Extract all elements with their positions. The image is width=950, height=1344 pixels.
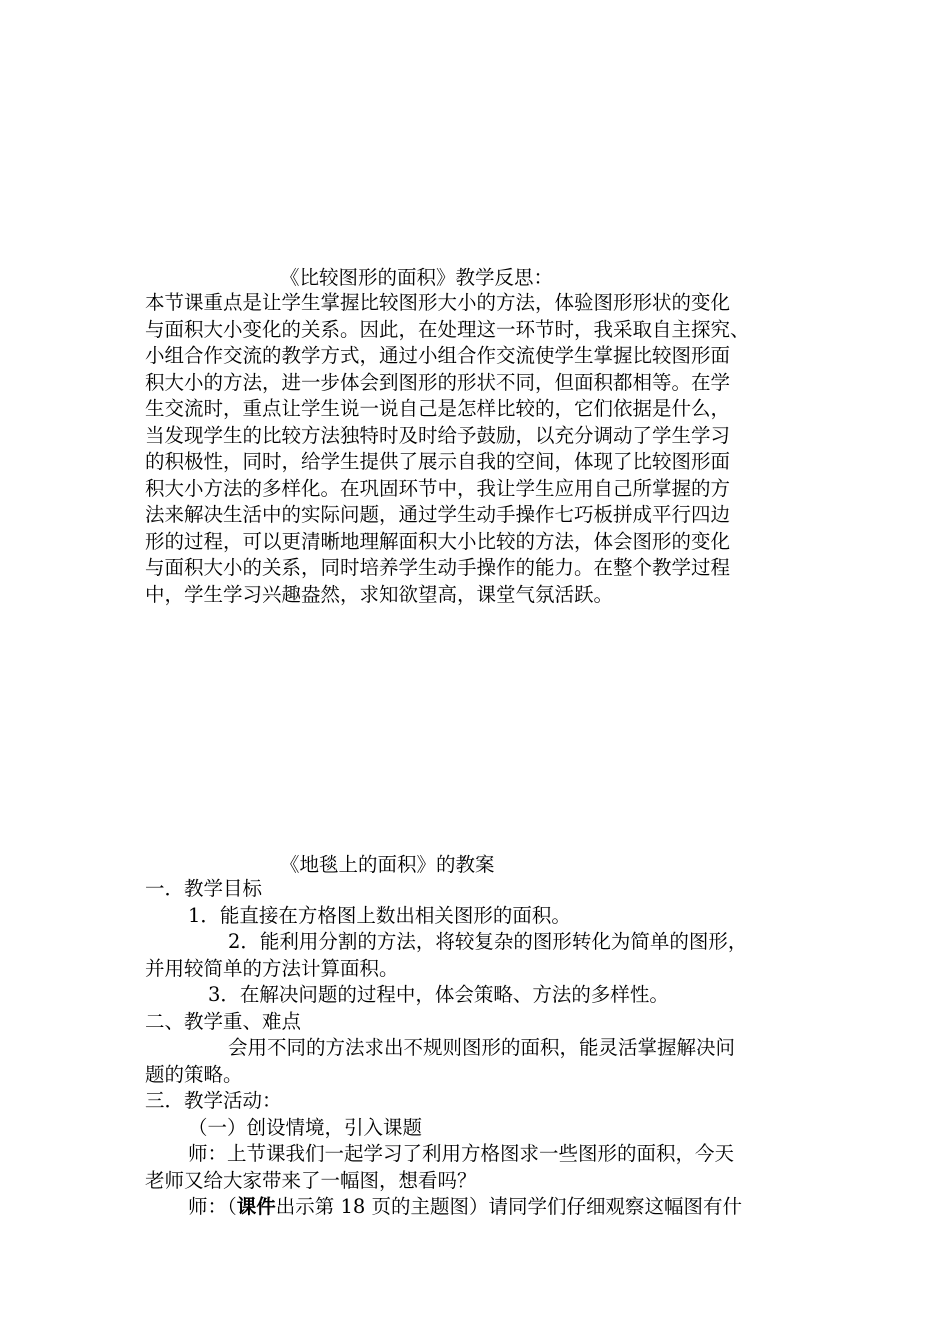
lesson-plan-body [145,876,810,1221]
teacher-speech-2 [145,1194,810,1221]
courseware-label: 课件 [236,1195,276,1218]
section-heading-keypoints: 二、教学重、难点 [145,1009,302,1033]
section-heading-activities: 三．教学活动： [145,1089,282,1112]
keypoint-line-2: 题的策略。 [145,1062,243,1086]
lesson-plan-title: 《地毯上的面积》的教案 [280,853,495,876]
reflection-line: 小组合作交流的教学方式，通过小组合作交流使学生掌握比较图形面 [145,344,731,367]
reflection-line: 与面积大小变化的关系。因此，在处理这一环节时，我采取自主探究、 [145,317,750,341]
reflection-line: 当发现学生的比较方法独特时及时给予鼓励，以充分调动了学生学习 [145,423,731,447]
reflection-line: 形的过程，可以更清晰地理解面积大小比较的方法，体会图形的变化 [145,529,731,553]
reflection-line: 积大小的方法，进一步体会到图形的形状不同，但面积都相等。在学 [145,370,731,394]
reflection-line: 中，学生学习兴趣盎然，求知欲望高，课堂气氛活跃。 [145,582,614,606]
activity-heading-1: （一）创设情境，引入课题 [188,1115,423,1139]
goal-item-3: 3．在解决问题的过程中，体会策略、方法的多样性。 [208,983,669,1006]
reflection-line: 法来解决生活中的实际问题，通过学生动手操作七巧板拼成平行四边 [145,503,731,526]
reflection-line: 与面积大小的关系，同时培养学生动手操作的能力。在整个教学过程 [145,556,731,579]
goal-item-2-line-1: 2．能利用分割的方法，将较复杂的图形转化为简单的图形， [228,930,748,953]
teacher-speech-1-line-1: 师：上节课我们一起学习了利用方格图求一些图形的面积，今天 [188,1142,735,1165]
reflection-line: 生交流时，重点让学生说一说自己是怎样比较的，它们依据是什么， [145,397,731,420]
reflection-line: 的积极性，同时，给学生提供了展示自我的空间，体现了比较图形面 [145,450,731,473]
goal-item-1: 1．能直接在方格图上数出相关图形的面积。 [188,903,571,927]
reflection-title: 《比较图形的面积》教学反思： [280,266,554,289]
keypoint-line-1: 会用不同的方法求出不规则图形的面积，能灵活掌握解决问 [228,1036,736,1059]
reflection-line: 积大小方法的多样化。在巩固环节中，我让学生应用自己所掌握的方 [145,476,731,500]
reflection-paragraph [145,290,810,608]
reflection-line: 本节课重点是让学生掌握比较图形大小的方法，体验图形形状的变化 [145,291,731,314]
teacher-speech-2-rest: 出示第 18 页的主题图）请同学们仔细观察这幅图有什 [275,1195,742,1218]
teacher-speech-1-line-2: 老师又给大家带来了一幅图，想看吗？ [145,1168,477,1192]
section-heading-goals: 一．教学目标 [145,877,263,900]
goal-item-2-line-2: 并用较简单的方法计算面积。 [145,956,399,980]
teacher-speech-2-prefix: 师：（ [188,1195,237,1218]
